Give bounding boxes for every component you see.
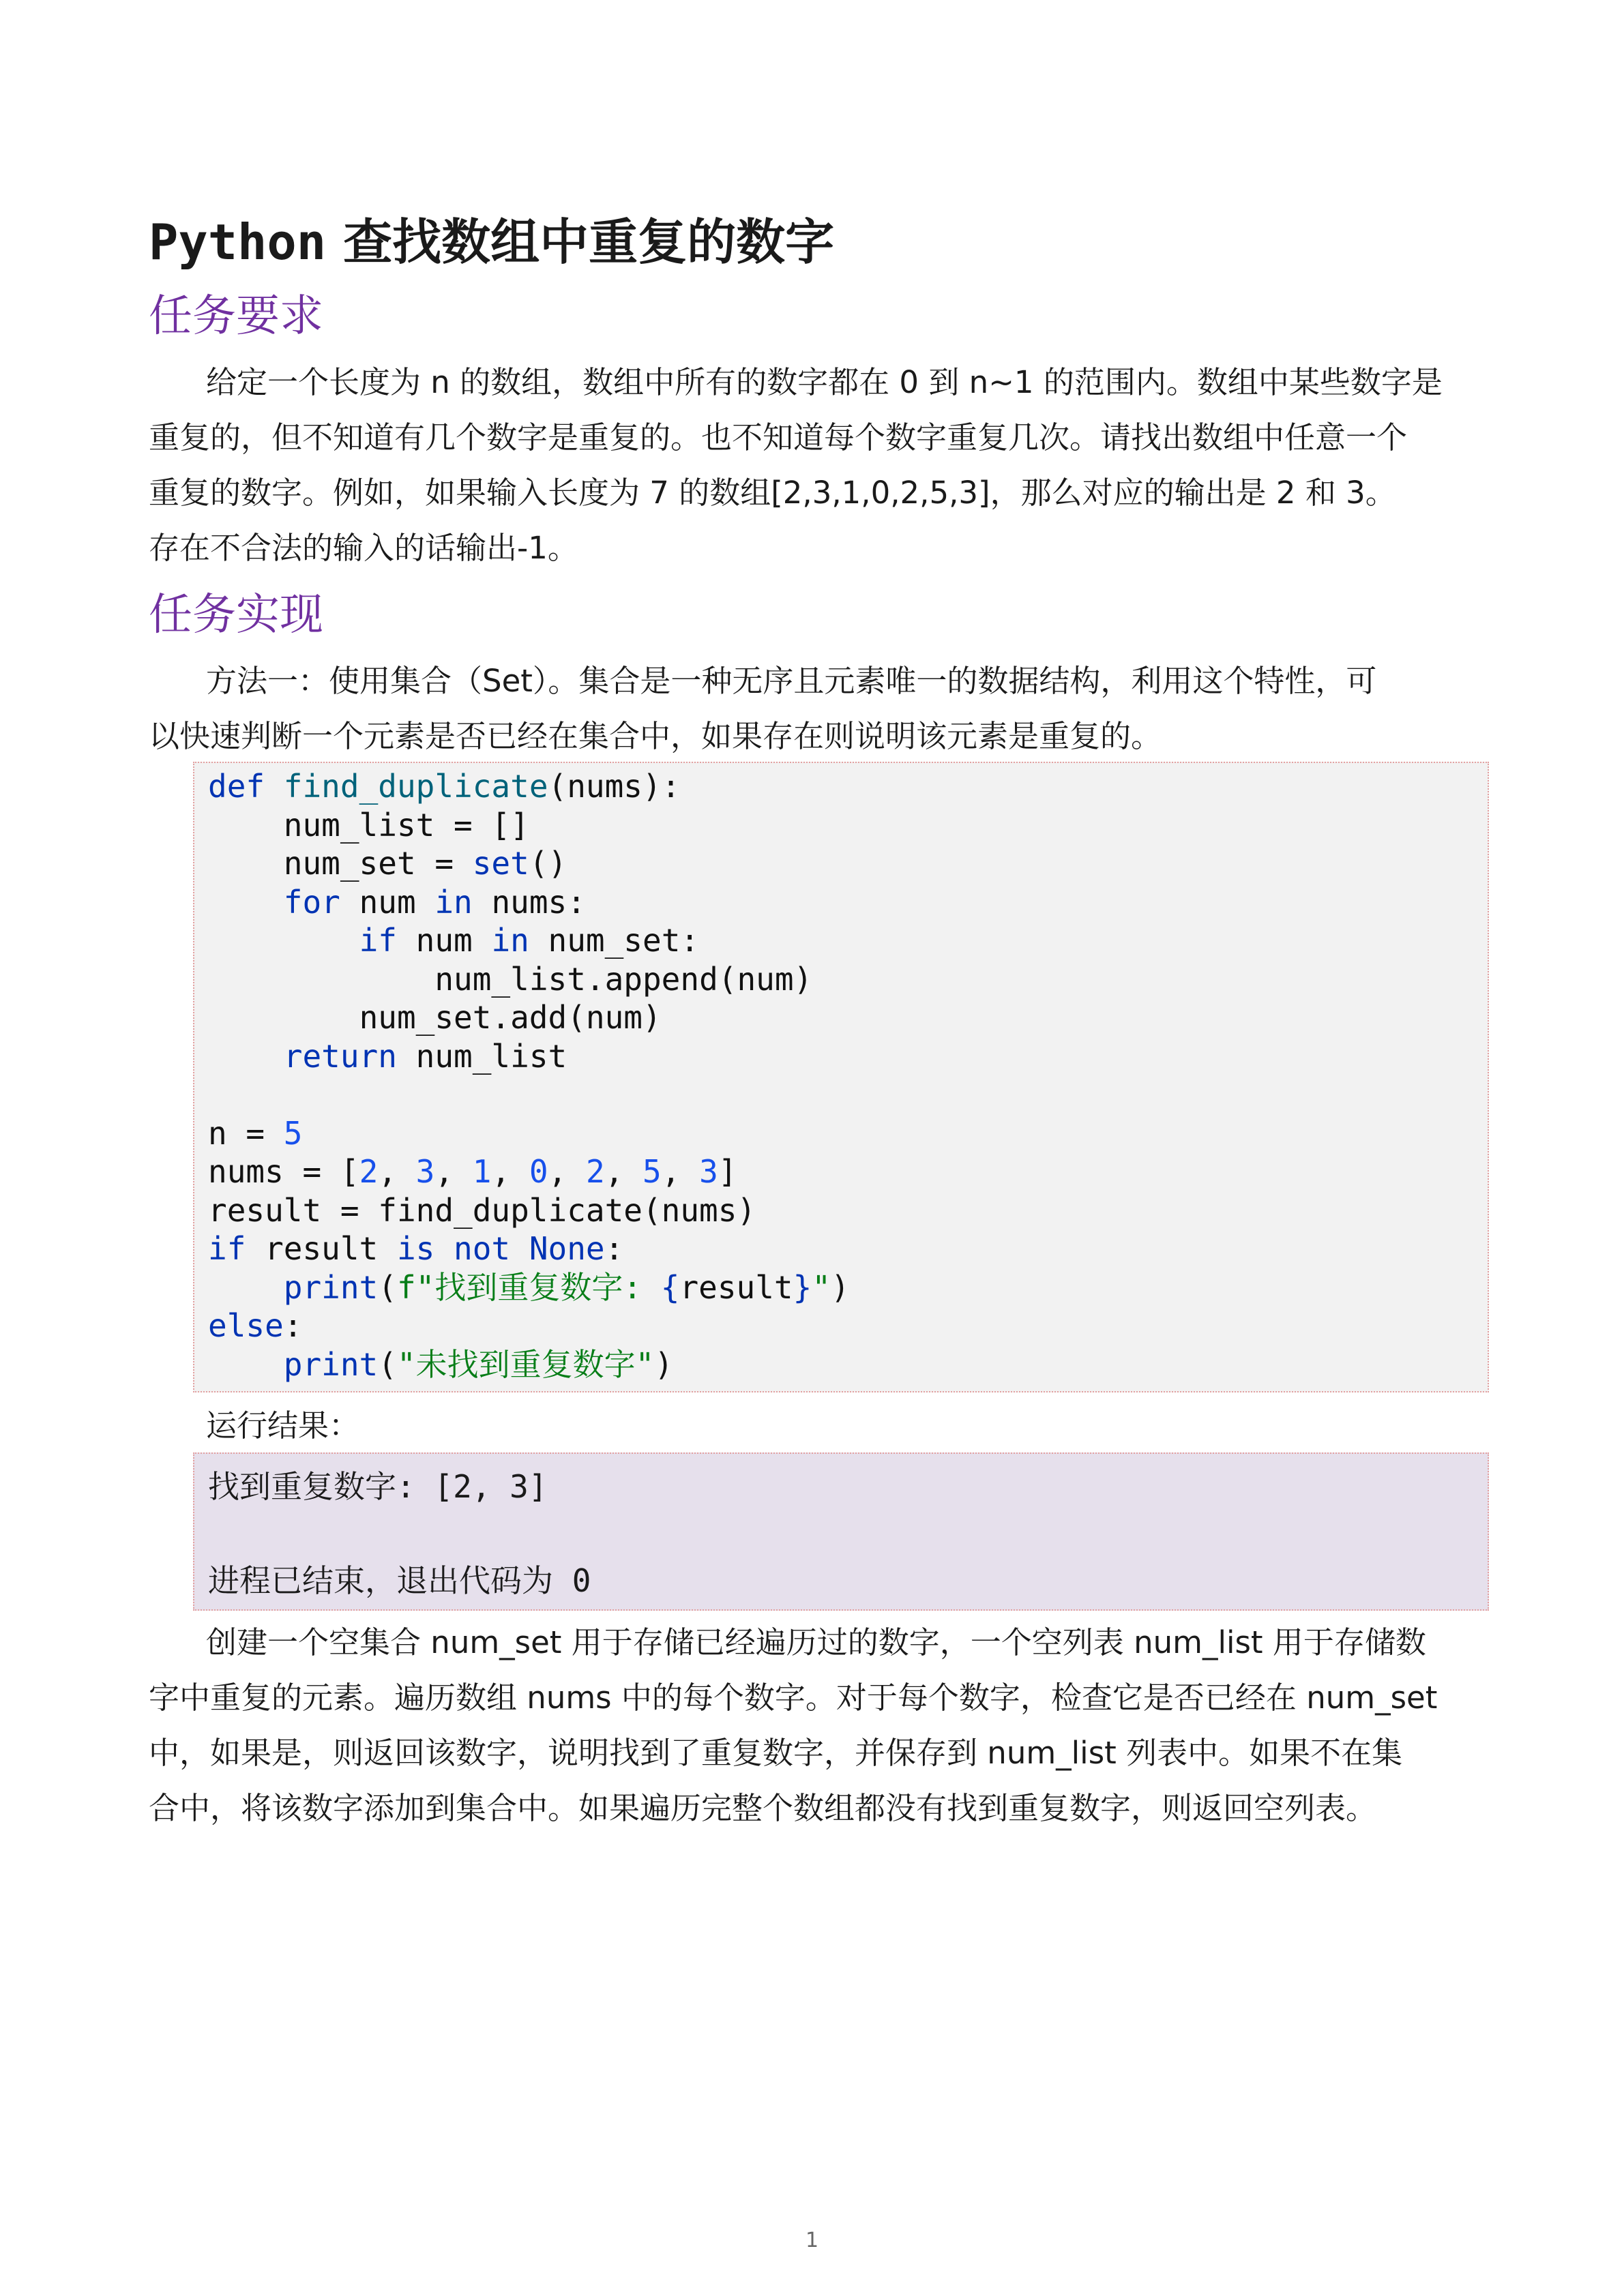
code-token: num_set = (283, 845, 473, 882)
title-rest: 查找数组中重复的数字 (326, 213, 835, 271)
section-heading-requirements: 任务要求 (149, 291, 323, 342)
code-token: , (661, 1153, 700, 1190)
code-token: None (529, 1230, 605, 1267)
section-heading-implementation: 任务实现 (149, 590, 323, 640)
code-token: set (472, 845, 529, 882)
requirements-line: 重复的数字。例如，如果输入长度为 7 的数组[2,3,1,0,2,5,3]，那么对应的输出是 2 和 3。 (149, 475, 1396, 511)
code-token: , (604, 1153, 643, 1190)
code-token: print (283, 1268, 379, 1306)
code-token: " (812, 1268, 831, 1306)
code-token: { (660, 1268, 680, 1306)
method-line: 方法一：使用集合（Set）。集合是一种无序且元素唯一的数据结构，利用这个特性，可 (206, 663, 1377, 699)
explanation-paragraph (149, 1615, 1479, 1836)
code-token: nums: (472, 883, 586, 921)
code-token: def (208, 768, 265, 805)
code-token: else (208, 1307, 284, 1344)
code-token: ( (378, 1345, 397, 1383)
code-token: : (604, 1230, 624, 1267)
output-line: 进程已结束，退出代码为 0 (208, 1562, 591, 1599)
result-label: 运行结果： (206, 1407, 360, 1444)
code-token: 0 (529, 1153, 548, 1190)
code-token: result = find_duplicate(nums) (208, 1191, 756, 1229)
code-token: num (396, 922, 492, 959)
explanation-line: 合中，将该数字添加到集合中。如果遍历完整个数组都没有找到重复数字，则返回空列表。 (149, 1790, 1377, 1826)
code-token: ) (654, 1345, 674, 1383)
requirements-paragraph (149, 355, 1479, 576)
code-token: , (491, 1153, 529, 1190)
page-number: 1 (805, 2228, 819, 2252)
explanation-line: 字中重复的元素。遍历数组 nums 中的每个数字。对于每个数字，检查它是否已经在 num_set (149, 1680, 1438, 1716)
code-token: n = (208, 1114, 284, 1152)
code-token: ] (718, 1153, 737, 1190)
explanation-line: 创建一个空集合 num_set 用于存储已经遍历过的数字，一个空列表 num_list 用于存储数 (206, 1624, 1426, 1660)
code-token: , (434, 1153, 473, 1190)
code-token: ) (831, 1268, 850, 1306)
code-token: f"找到重复数字: (396, 1268, 661, 1306)
code-token: 3 (415, 1153, 435, 1190)
code-token: } (793, 1268, 812, 1306)
code-token: num_list (396, 1037, 567, 1075)
code-token: ( (378, 1268, 397, 1306)
code-token: 5 (643, 1153, 662, 1190)
code-token: "未找到重复数字" (396, 1345, 655, 1383)
output-line: 找到重复数字: [2, 3] (208, 1468, 548, 1505)
code-token: () (529, 845, 567, 882)
code-text (208, 767, 850, 1384)
code-token: 1 (472, 1153, 492, 1190)
code-token: num (340, 883, 435, 921)
code-token: num_list.append(num) (434, 960, 813, 998)
code-token: num_set.add(num) (359, 999, 662, 1036)
code-token: 5 (283, 1114, 303, 1152)
code-token: num_set: (529, 922, 700, 959)
method-paragraph (149, 653, 1479, 764)
code-token: 3 (699, 1153, 718, 1190)
code-token: result (679, 1268, 793, 1306)
output-block (193, 1452, 1489, 1611)
code-token: for (283, 883, 340, 921)
code-token: not (454, 1230, 511, 1267)
requirements-line: 给定一个长度为 n 的数组，数组中所有的数字都在 0 到 n~1 的范围内。数组中某些数字是 (206, 364, 1443, 400)
code-token: in (491, 922, 529, 959)
code-token: if (208, 1230, 246, 1267)
explanation-line: 中，如果是，则返回该数字，说明找到了重复数字，并保存到 num_list 列表中。如果不在集 (149, 1735, 1403, 1771)
page-title (149, 205, 1479, 280)
code-token: (nums): (548, 768, 681, 805)
code-token: num_list = [] (283, 806, 529, 844)
code-token: in (434, 883, 473, 921)
code-token: return (283, 1037, 397, 1075)
code-block (193, 762, 1489, 1392)
code-token: print (283, 1345, 379, 1383)
code-token: , (548, 1153, 586, 1190)
code-token: 2 (585, 1153, 605, 1190)
code-token: result (246, 1230, 397, 1267)
requirements-line: 重复的，但不知道有几个数字是重复的。也不知道每个数字重复几次。请找出数组中任意一个 (149, 419, 1408, 456)
code-token: if (359, 922, 397, 959)
code-token: , (378, 1153, 416, 1190)
requirements-line: 存在不合法的输入的话输出-1。 (149, 530, 578, 566)
code-token: nums = [ (208, 1153, 359, 1190)
code-token: is (396, 1230, 435, 1267)
title-prefix: Python (149, 213, 327, 271)
method-line: 以快速判断一个元素是否已经在集合中，如果存在则说明该元素是重复的。 (149, 718, 1162, 754)
code-token: find_duplicate (283, 768, 548, 805)
code-token: 2 (359, 1153, 379, 1190)
code-token: : (283, 1307, 303, 1344)
